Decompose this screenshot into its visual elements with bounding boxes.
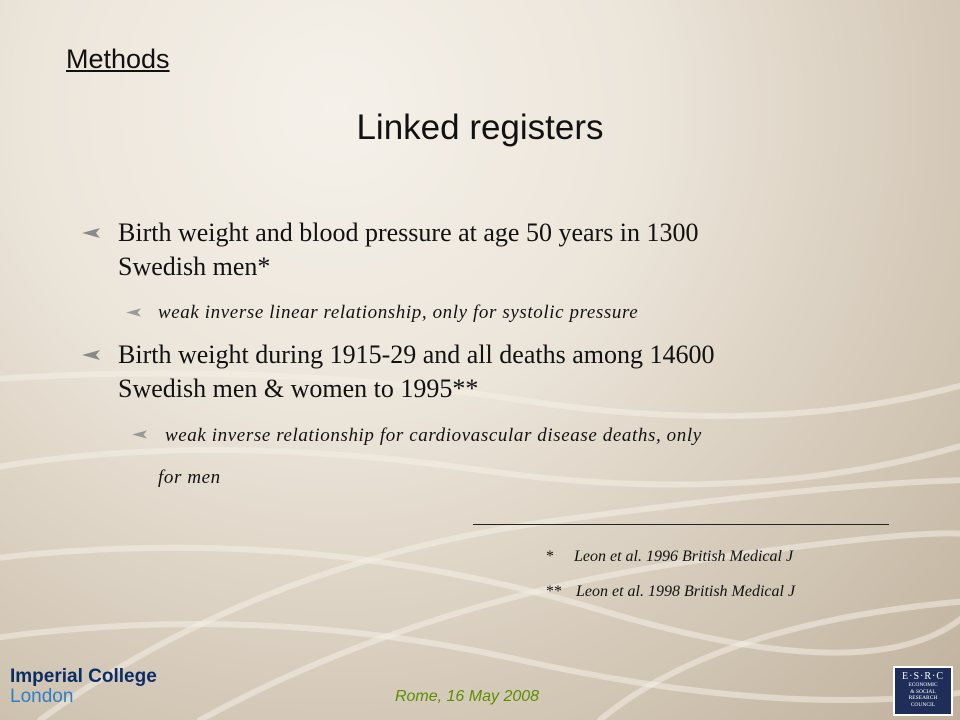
reference-2 xyxy=(546,583,795,601)
bullet-1-sub-1: weak inverse linear relationship, only for systolic pressure xyxy=(158,302,639,323)
reference-1-text: Leon et al. 1996 British Medical J xyxy=(574,548,794,565)
bullet-2-sub-line-1: weak inverse relationship for cardiovascular disease deaths, only xyxy=(165,425,702,446)
section-heading: Methods xyxy=(66,44,170,74)
bullet-1-line-1: Birth weight and blood pressure at age 50 years in 1300 xyxy=(118,218,699,247)
bullet-1-line-2: Swedish men* xyxy=(118,252,271,281)
imperial-logo-line-2: London xyxy=(10,686,74,707)
reference-1-marker: * xyxy=(546,548,554,565)
esrc-initials: E·S·R·C xyxy=(902,671,944,682)
reference-2-text: Leon et al. 1998 British Medical J xyxy=(576,583,796,600)
esrc-line-4: COUNCIL xyxy=(910,701,936,708)
esrc-line-1: ECONOMIC xyxy=(908,682,938,688)
reference-1 xyxy=(546,548,793,566)
reference-divider xyxy=(473,524,889,525)
esrc-logo xyxy=(893,666,953,716)
arrow-bullet-icon xyxy=(82,228,100,238)
esrc-line-2: & SOCIAL xyxy=(910,688,936,695)
footer-date: Rome, 16 May 2008 xyxy=(394,688,540,705)
imperial-logo-line-1: Imperial College xyxy=(10,666,157,687)
slide-title: Linked registers xyxy=(356,108,604,147)
bullet-1-text xyxy=(118,216,699,284)
bullet-2-line-1: Birth weight during 1915-29 and all deaths among 14600 xyxy=(118,340,715,369)
reference-2-marker: ** xyxy=(546,583,562,600)
bullet-2-text xyxy=(118,338,714,406)
arrow-bullet-icon xyxy=(132,430,147,439)
bullet-2-line-2: Swedish men & women to 1995** xyxy=(118,374,479,403)
bullet-2-sub-line-2: for men xyxy=(158,467,221,488)
arrow-bullet-icon xyxy=(126,308,141,317)
esrc-line-3: RESEARCH xyxy=(908,695,938,701)
arrow-bullet-icon xyxy=(82,350,100,360)
